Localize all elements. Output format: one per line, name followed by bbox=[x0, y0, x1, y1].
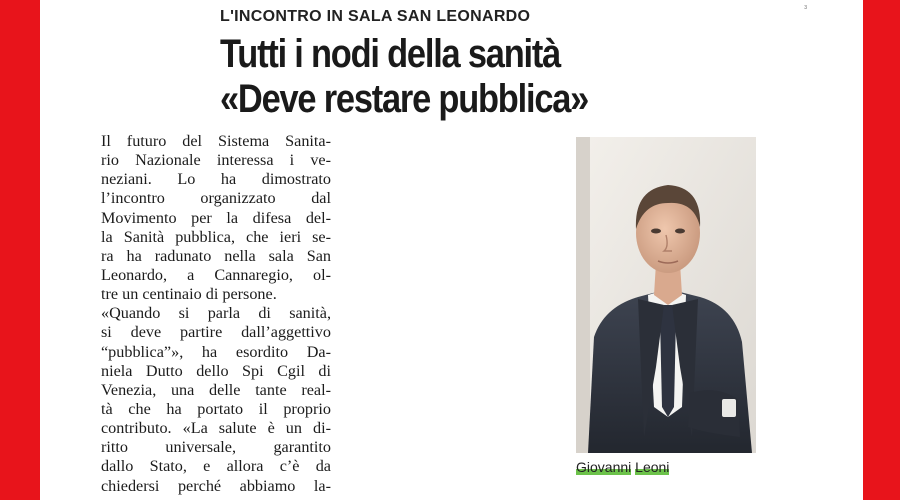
body-line: contributo. «La salute è un di- bbox=[101, 419, 331, 438]
body-line: tà che ha portato il proprio bbox=[101, 399, 331, 418]
body-line: ritto universale, garantito bbox=[101, 438, 331, 457]
page-number: 3 bbox=[804, 5, 807, 11]
caption-first-name: Giovanni bbox=[576, 459, 632, 475]
body-line: neziani. Lo ha dimostrato bbox=[101, 170, 331, 189]
body-line: si deve partire dall’aggettivo bbox=[101, 323, 331, 342]
body-line: niela Dutto dello Spi Cgil di bbox=[101, 361, 331, 380]
portrait-illustration bbox=[576, 137, 756, 453]
article-kicker: L'INCONTRO IN SALA SAN LEONARDO bbox=[220, 8, 531, 25]
body-line: Venezia, una delle tante real- bbox=[101, 380, 331, 399]
article-headline bbox=[220, 32, 588, 122]
headline-line-1: Tutti i nodi della sanità bbox=[220, 32, 561, 76]
headline-line-2: «Deve restare pubblica» bbox=[220, 77, 589, 121]
body-line: l’incontro organizzato dal bbox=[101, 189, 331, 208]
body-line: rio Nazionale interessa i ve- bbox=[101, 151, 331, 170]
body-line: tre un centinaio di persone. bbox=[101, 285, 277, 304]
body-line: Leonardo, a Cannaregio, ol- bbox=[101, 265, 331, 284]
body-line: ra ha radunato nella sala San bbox=[101, 246, 331, 265]
body-line: «Quando si parla di sanità, bbox=[101, 304, 331, 323]
body-line: la Sanità pubblica, che ieri se- bbox=[101, 227, 331, 246]
portrait-photo bbox=[576, 137, 756, 453]
newspaper-page bbox=[40, 0, 863, 500]
body-line: “pubblica”», ha esordito Da- bbox=[101, 342, 331, 361]
caption-last-name: Leoni bbox=[635, 459, 670, 475]
body-line: Il futuro del Sistema Sanita- bbox=[101, 132, 331, 150]
body-line: Movimento per la difesa del- bbox=[101, 208, 331, 227]
photo-caption bbox=[576, 459, 669, 475]
body-line: dallo Stato, e allora c’è da bbox=[101, 457, 331, 476]
body-line: chiedersi perché abbiamo la- bbox=[101, 476, 331, 495]
article-body bbox=[101, 132, 331, 496]
